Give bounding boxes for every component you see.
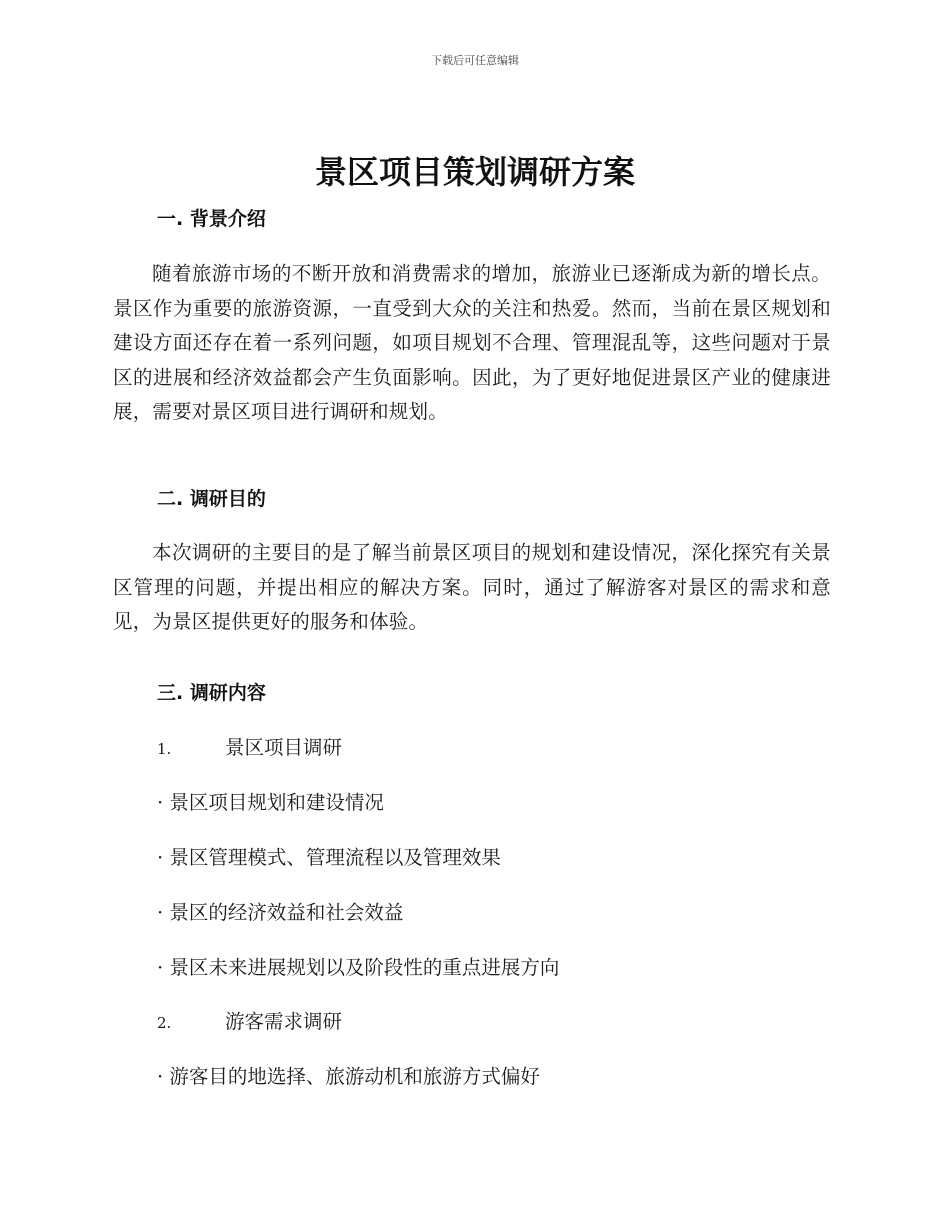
section-heading-background: 一. 背景介绍 — [157, 208, 266, 230]
document-title: 景区项目策划调研方案 — [314, 153, 635, 191]
bullet-item: · 景区未来进展规划以及阶段性的重点进展方向 — [157, 956, 560, 979]
item-label: 游客需求调研 — [225, 1010, 343, 1033]
bullet-item: · 游客目的地选择、旅游动机和旅游方式偏好 — [157, 1065, 540, 1088]
bullet-item: · 景区项目规划和建设情况 — [157, 791, 384, 814]
bullet-item: · 景区管理模式、管理流程以及管理效果 — [157, 846, 501, 869]
item-number: 2. — [157, 1014, 172, 1032]
bullet-item: · 景区的经济效益和社会效益 — [157, 901, 404, 924]
numbered-item-visitor-needs — [157, 1009, 342, 1036]
section-paragraph-purpose: 本次调研的主要目的是了解当前景区项目的规划和建设情况，深化探究有关景区管理的问题，并提出相应的解决方案。同时，通过了解游客对景区的需求和意见，为景区提供更好的服务和体验。 — [113, 541, 831, 633]
numbered-item-scenic-project — [157, 735, 342, 762]
item-label: 景区项目调研 — [225, 736, 343, 759]
item-number: 1. — [157, 740, 172, 758]
section-paragraph-background: 随着旅游市场的不断开放和消费需求的增加，旅游业已逐渐成为新的增长点。景区作为重要的旅游资源，一直受到大众的关注和热爱。然而，当前在景区规划和建设方面还存在着一系列问题，如项目规划不合理、管理混乱等，这些问题对于景区的进展和经济效益都会产生负面影响。因此，为了更好地促进景区产业的健康进展，需要对景区项目进行调研和规划。 — [113, 262, 831, 423]
section-heading-content: 三. 调研内容 — [157, 682, 266, 704]
section-heading-purpose: 二. 调研目的 — [157, 488, 266, 510]
page-header: 下载后可任意编辑 — [431, 54, 519, 67]
